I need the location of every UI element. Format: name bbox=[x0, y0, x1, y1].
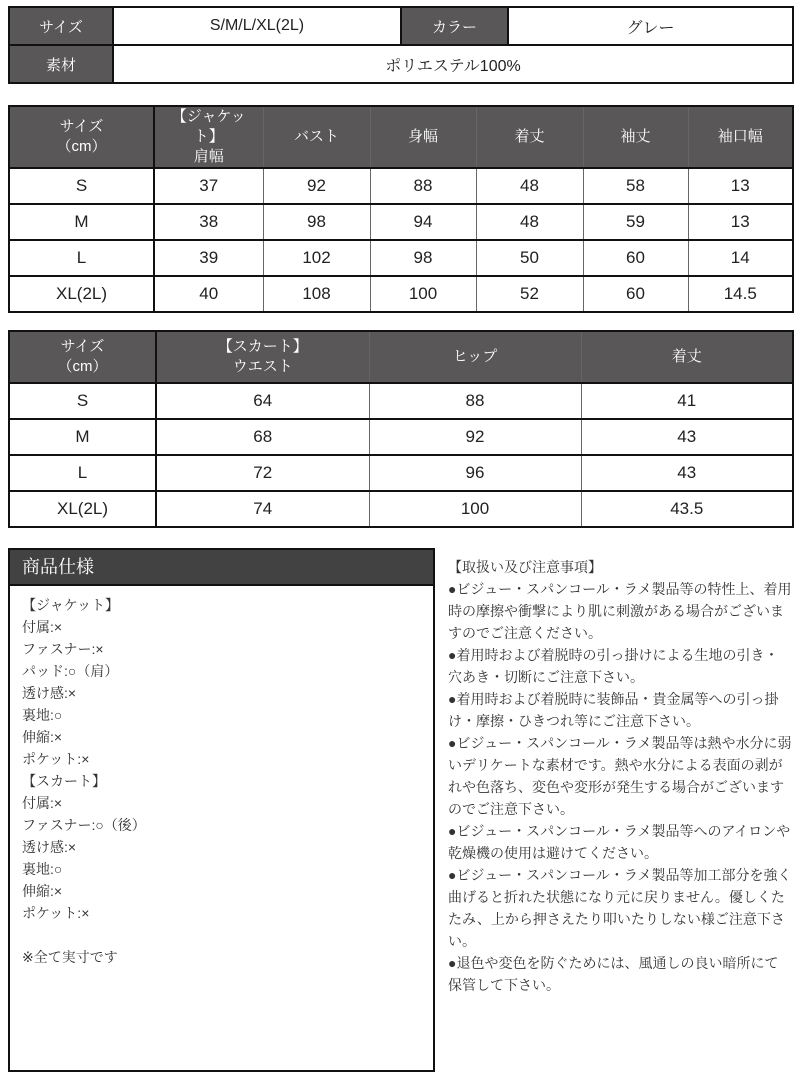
table-cell: 98 bbox=[263, 204, 370, 240]
spec-line: 付属:× bbox=[22, 619, 63, 635]
jacket-size-table bbox=[8, 105, 794, 313]
spec-line: 伸縮:× bbox=[22, 883, 63, 899]
size-cell: XL(2L) bbox=[9, 276, 154, 312]
size-cell: L bbox=[9, 240, 154, 276]
note-item: ●退色や変色を防ぐためには、風通しの良い暗所にて保管して下さい。 bbox=[448, 955, 779, 993]
note-item: ●ビジュー・スパンコール・ラメ製品等は熱や水分に弱いデリケートな素材です。熱や水分による表面の剥がれや色落ち、変色や変形が発生する場合がございますのでご注意下さい。 bbox=[448, 735, 792, 817]
column-header-cell: 着丈 bbox=[476, 106, 583, 168]
spec-line: 伸縮:× bbox=[22, 729, 63, 745]
handling-notes bbox=[448, 548, 792, 996]
note-item: ●ビジュー・スパンコール・ラメ製品等へのアイロンや乾燥機の使用は避けてください。 bbox=[448, 823, 791, 861]
corner-line1: サイズ bbox=[60, 338, 105, 355]
spec-line: ファスナー:○（後） bbox=[22, 817, 146, 833]
table-cell: 43 bbox=[581, 455, 793, 491]
table-cell: 43 bbox=[581, 419, 793, 455]
size-cell: M bbox=[9, 419, 156, 455]
column-header-cell: バスト bbox=[263, 106, 370, 168]
product-spec-body bbox=[10, 586, 433, 1070]
measure-label: ウエスト bbox=[232, 358, 293, 375]
note-item: ●ビジュー・スパンコール・ラメ製品等加工部分を強く曲げると折れた状態になり元に戻りません。優しくたたみ、上から押さえたり叩いたりしない様ご注意下さい。 bbox=[448, 867, 792, 949]
spec-line: ファスナー:× bbox=[22, 641, 104, 657]
column-header-cell: ヒップ bbox=[369, 331, 581, 383]
color-value-cell: グレー bbox=[508, 7, 793, 45]
table-row bbox=[9, 45, 793, 83]
table-cell: 43.5 bbox=[581, 491, 793, 527]
table-cell: 102 bbox=[263, 240, 370, 276]
table-row bbox=[9, 419, 793, 455]
note-item: ●ビジュー・スパンコール・ラメ製品等の特性上、着用時の摩擦や衝撃により肌に刺激がある場合がございますのでご注意ください。 bbox=[448, 581, 792, 641]
spec-note-line: ※全て実寸です bbox=[22, 949, 118, 965]
product-spec-title: 商品仕様 bbox=[10, 550, 433, 586]
table-cell: 88 bbox=[369, 383, 581, 419]
bottom-section bbox=[8, 548, 792, 1072]
size-cell: XL(2L) bbox=[9, 491, 156, 527]
table-cell: 100 bbox=[370, 276, 476, 312]
size-cell: M bbox=[9, 204, 154, 240]
table-row bbox=[9, 455, 793, 491]
table-cell: 59 bbox=[583, 204, 688, 240]
table-cell: 100 bbox=[369, 491, 581, 527]
column-header-cell bbox=[154, 106, 263, 168]
spec-line: 裏地:○ bbox=[22, 861, 63, 877]
table-cell: 48 bbox=[476, 204, 583, 240]
size-cell: S bbox=[9, 168, 154, 204]
table-cell: 64 bbox=[156, 383, 369, 419]
table-cell: 74 bbox=[156, 491, 369, 527]
size-cell: L bbox=[9, 455, 156, 491]
table-cell: 38 bbox=[154, 204, 263, 240]
color-label-cell: カラー bbox=[401, 7, 508, 45]
note-item: ●着用時および着脱時の引っ掛けによる生地の引き・穴あき・切断にご注意下さい。 bbox=[448, 647, 779, 685]
spec-line: パッド:○（肩） bbox=[22, 663, 119, 679]
spec-line: 【スカート】 bbox=[22, 773, 106, 789]
table-cell: 39 bbox=[154, 240, 263, 276]
table-cell: 40 bbox=[154, 276, 263, 312]
handling-notes-title: 【取扱い及び注意事項】 bbox=[448, 559, 602, 575]
table-cell: 108 bbox=[263, 276, 370, 312]
measure-label: 肩幅 bbox=[193, 148, 224, 165]
table-cell: 92 bbox=[263, 168, 370, 204]
table-cell: 41 bbox=[581, 383, 793, 419]
table-cell: 58 bbox=[583, 168, 688, 204]
table-cell: 48 bbox=[476, 168, 583, 204]
corner-line1: サイズ bbox=[59, 118, 104, 135]
spec-line: ポケット:× bbox=[22, 751, 90, 767]
table-header-row bbox=[9, 331, 793, 383]
corner-line2: （cm） bbox=[57, 358, 108, 375]
table-cell: 92 bbox=[369, 419, 581, 455]
table-row bbox=[9, 383, 793, 419]
table-cell: 14 bbox=[688, 240, 793, 276]
table-row bbox=[9, 168, 793, 204]
spec-line: 裏地:○ bbox=[22, 707, 63, 723]
table-cell: 13 bbox=[688, 168, 793, 204]
column-header-cell: 着丈 bbox=[581, 331, 793, 383]
table-cell: 72 bbox=[156, 455, 369, 491]
corner-header-cell bbox=[9, 331, 156, 383]
spec-line: ポケット:× bbox=[22, 905, 90, 921]
corner-header-cell bbox=[9, 106, 154, 168]
column-header-cell: 身幅 bbox=[370, 106, 476, 168]
table-cell: 88 bbox=[370, 168, 476, 204]
skirt-size-table bbox=[8, 330, 794, 528]
spec-line: 透け感:× bbox=[22, 685, 77, 701]
table-cell: 68 bbox=[156, 419, 369, 455]
garment-label: 【スカート】 bbox=[217, 338, 308, 355]
table-cell: 13 bbox=[688, 204, 793, 240]
table-cell: 52 bbox=[476, 276, 583, 312]
table-cell: 37 bbox=[154, 168, 263, 204]
column-header-cell bbox=[156, 331, 369, 383]
table-row bbox=[9, 240, 793, 276]
table-cell: 50 bbox=[476, 240, 583, 276]
table-cell: 60 bbox=[583, 240, 688, 276]
note-item: ●着用時および着脱時に装飾品・貴金属等への引っ掛け・摩擦・ひきつれ等にご注意下さい。 bbox=[448, 691, 779, 729]
size-color-material-table bbox=[8, 6, 794, 84]
spec-line: 【ジャケット】 bbox=[22, 597, 120, 613]
size-value-cell: S/M/L/XL(2L) bbox=[113, 7, 401, 45]
table-row bbox=[9, 7, 793, 45]
table-cell: 94 bbox=[370, 204, 476, 240]
column-header-cell: 袖丈 bbox=[583, 106, 688, 168]
table-cell: 14.5 bbox=[688, 276, 793, 312]
table-row bbox=[9, 276, 793, 312]
spec-line: 付属:× bbox=[22, 795, 63, 811]
table-cell: 60 bbox=[583, 276, 688, 312]
spec-blank-line bbox=[22, 924, 421, 946]
table-row bbox=[9, 491, 793, 527]
size-cell: S bbox=[9, 383, 156, 419]
material-value-cell: ポリエステル100% bbox=[113, 45, 793, 83]
product-spec-box bbox=[8, 548, 435, 1072]
corner-line2: （cm） bbox=[56, 138, 107, 155]
table-cell: 96 bbox=[369, 455, 581, 491]
size-label-cell: サイズ bbox=[9, 7, 113, 45]
material-label-cell: 素材 bbox=[9, 45, 113, 83]
garment-label: 【ジャケット】 bbox=[171, 108, 246, 145]
table-cell: 98 bbox=[370, 240, 476, 276]
table-header-row bbox=[9, 106, 793, 168]
column-header-cell: 袖口幅 bbox=[688, 106, 793, 168]
table-row bbox=[9, 204, 793, 240]
spec-line: 透け感:× bbox=[22, 839, 77, 855]
